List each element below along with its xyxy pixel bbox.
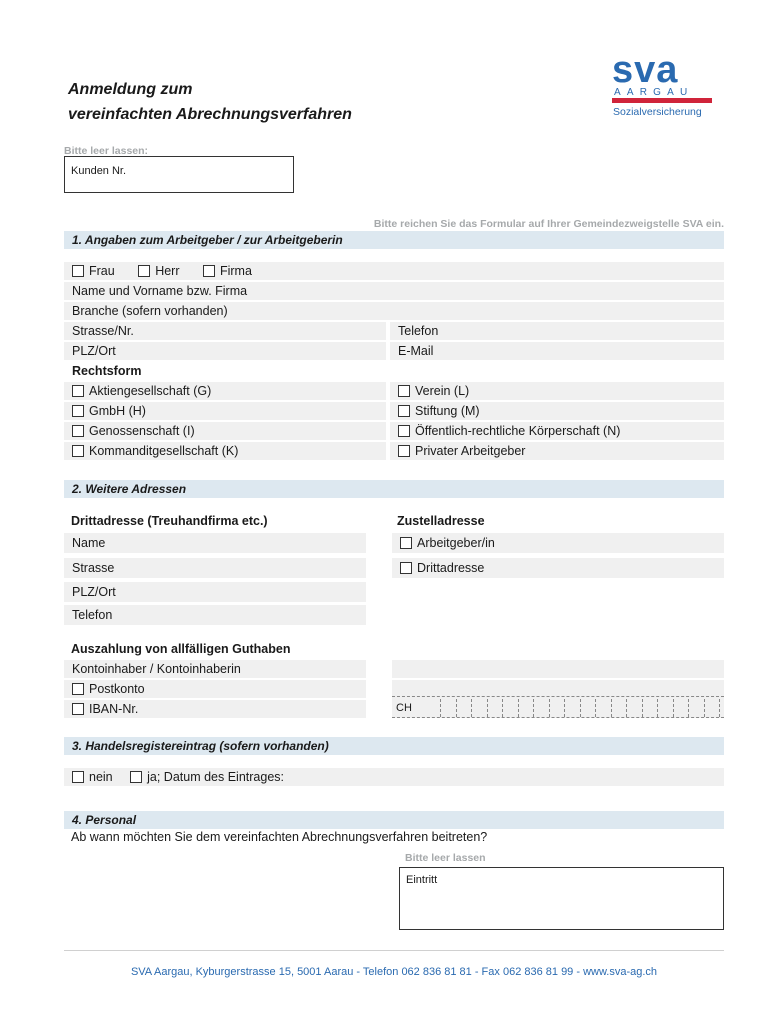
checkbox-privat[interactable] <box>398 445 410 457</box>
label-oeffentlich: Öffentlich-rechtliche Körperschaft (N) <box>415 424 621 438</box>
iban-cell-divider <box>657 699 658 717</box>
iban-prefix: CH <box>396 702 412 714</box>
checkbox-oeffentlich[interactable] <box>398 425 410 437</box>
rechtsform-kg[interactable] <box>64 442 386 460</box>
checkbox-verein[interactable] <box>398 385 410 397</box>
label-privat: Privater Arbeitgeber <box>415 444 526 458</box>
logo-brand: sva <box>612 52 679 91</box>
iban-option[interactable] <box>64 700 366 718</box>
logo-region: AARGAU <box>614 87 694 98</box>
branche-field[interactable]: Branche (sofern vorhanden) <box>64 302 724 320</box>
drittadresse-label: Drittadresse (Treuhandfirma etc.) <box>71 514 268 528</box>
checkbox-gmbh[interactable] <box>72 405 84 417</box>
email-field[interactable]: E-Mail <box>390 342 724 360</box>
checkbox-kg[interactable] <box>72 445 84 457</box>
zustell-arbeitgeber[interactable] <box>392 533 724 553</box>
iban-cell-divider <box>564 699 565 717</box>
plz-field[interactable]: PLZ/Ort <box>64 342 386 360</box>
label-iban: IBAN-Nr. <box>89 702 139 716</box>
name-field[interactable]: Name und Vorname bzw. Firma <box>64 282 724 300</box>
kontoinhaber-field[interactable]: Kontoinhaber / Kontoinhaberin <box>64 660 366 678</box>
rechtsform-genossenschaft[interactable] <box>64 422 386 440</box>
section-1-header: 1. Angaben zum Arbeitgeber / zur Arbeitgeberin <box>64 231 724 249</box>
checkbox-hr-ja[interactable] <box>130 771 142 783</box>
label-postkonto: Postkonto <box>89 682 145 696</box>
title-line-1: Anmeldung zum <box>68 81 193 98</box>
postkonto-option[interactable] <box>64 680 366 698</box>
checkbox-ag[interactable] <box>72 385 84 397</box>
personal-office-note: Bitte leer lassen <box>405 852 486 864</box>
iban-cell-divider <box>642 699 643 717</box>
kunden-nr-field[interactable] <box>64 156 294 193</box>
iban-cell-divider <box>502 699 503 717</box>
rechtsform-verein[interactable] <box>390 382 724 400</box>
rechtsform-label: Rechtsform <box>72 364 142 378</box>
iban-cell-divider <box>471 699 472 717</box>
handelsregister-row <box>64 768 724 786</box>
checkbox-firma[interactable] <box>203 265 215 277</box>
page-title <box>68 80 352 124</box>
checkbox-herr[interactable] <box>138 265 150 277</box>
dritt-name-field[interactable]: Name <box>64 533 366 553</box>
label-kg: Kommanditgesellschaft (K) <box>89 444 239 458</box>
title-line-2: vereinfachten Abrechnungsverfahren <box>68 106 352 124</box>
strasse-field[interactable]: Strasse/Nr. <box>64 322 386 340</box>
label-zustell-dritt: Drittadresse <box>417 561 485 575</box>
iban-cell-divider <box>595 699 596 717</box>
iban-cell-divider <box>487 699 488 717</box>
iban-cell-divider <box>580 699 581 717</box>
eintritt-field[interactable] <box>399 867 724 930</box>
submit-note: Bitte reichen Sie das Formular auf Ihrer Gemeindezweigstelle SVA ein. <box>373 218 724 230</box>
checkbox-iban[interactable] <box>72 703 84 715</box>
iban-cell-divider <box>704 699 705 717</box>
checkbox-stiftung[interactable] <box>398 405 410 417</box>
auszahlung-label: Auszahlung von allfälligen Guthaben <box>71 642 291 656</box>
label-firma: Firma <box>219 264 252 278</box>
personal-question: Ab wann möchten Sie dem vereinfachten Abrechnungsverfahren beitreten? <box>71 830 488 844</box>
kontoinhaber-input[interactable] <box>392 660 724 678</box>
checkbox-frau[interactable] <box>72 265 84 277</box>
footer-address: SVA Aargau, Kyburgerstrasse 15, 5001 Aarau - Telefon 062 836 81 81 - Fax 062 836 81 99 - www.sva-ag.ch <box>130 966 658 978</box>
rechtsform-ag[interactable] <box>64 382 386 400</box>
rechtsform-oeffentlich[interactable] <box>390 422 724 440</box>
zustell-dritt[interactable] <box>392 558 724 578</box>
checkbox-hr-nein[interactable] <box>72 771 84 783</box>
iban-cell-divider <box>626 699 627 717</box>
dritt-plz-field[interactable]: PLZ/Ort <box>64 582 366 602</box>
zustelladresse-label: Zustelladresse <box>397 514 485 528</box>
checkbox-zustell-arbeitgeber[interactable] <box>400 537 412 549</box>
iban-cell-divider <box>673 699 674 717</box>
rechtsform-gmbh[interactable] <box>64 402 386 420</box>
iban-cell-divider <box>719 699 720 717</box>
label-stiftung: Stiftung (M) <box>415 404 480 418</box>
footer-divider <box>64 950 724 951</box>
label-genossenschaft: Genossenschaft (I) <box>89 424 195 438</box>
checkbox-genossenschaft[interactable] <box>72 425 84 437</box>
label-herr: Herr <box>155 264 180 278</box>
checkbox-zustell-dritt[interactable] <box>400 562 412 574</box>
label-hr-ja: ja; Datum des Eintrages: <box>147 770 284 784</box>
label-gmbh: GmbH (H) <box>89 404 146 418</box>
section-3-header: 3. Handelsregistereintrag (sofern vorhanden) <box>64 737 724 755</box>
office-use-note: Bitte leer lassen: <box>64 145 149 157</box>
iban-cell-divider <box>611 699 612 717</box>
iban-cell-divider <box>688 699 689 717</box>
rechtsform-stiftung[interactable] <box>390 402 724 420</box>
sva-logo <box>612 52 714 122</box>
salutation-row <box>64 262 724 280</box>
section-2-header: 2. Weitere Adressen <box>64 480 724 498</box>
iban-cell-divider <box>456 699 457 717</box>
iban-cell-divider <box>518 699 519 717</box>
dritt-strasse-field[interactable]: Strasse <box>64 558 366 578</box>
rechtsform-privat[interactable] <box>390 442 724 460</box>
iban-cell-divider <box>440 699 441 717</box>
telefon-field[interactable]: Telefon <box>390 322 724 340</box>
label-frau: Frau <box>89 264 115 278</box>
logo-subtitle: Sozialversicherung <box>613 106 702 118</box>
eintritt-label: Eintritt <box>406 874 438 886</box>
label-verein: Verein (L) <box>415 384 470 398</box>
dritt-telefon-field[interactable]: Telefon <box>64 605 366 625</box>
checkbox-postkonto[interactable] <box>72 683 84 695</box>
iban-cell-divider <box>533 699 534 717</box>
label-hr-nein: nein <box>89 770 113 784</box>
label-zustell-arbeitgeber: Arbeitgeber/in <box>417 536 495 550</box>
kunden-nr-label: Kunden Nr. <box>71 165 127 177</box>
label-ag: Aktiengesellschaft (G) <box>89 384 212 398</box>
iban-input[interactable] <box>392 696 724 718</box>
section-4-header: 4. Personal <box>64 811 724 829</box>
iban-cell-divider <box>549 699 550 717</box>
